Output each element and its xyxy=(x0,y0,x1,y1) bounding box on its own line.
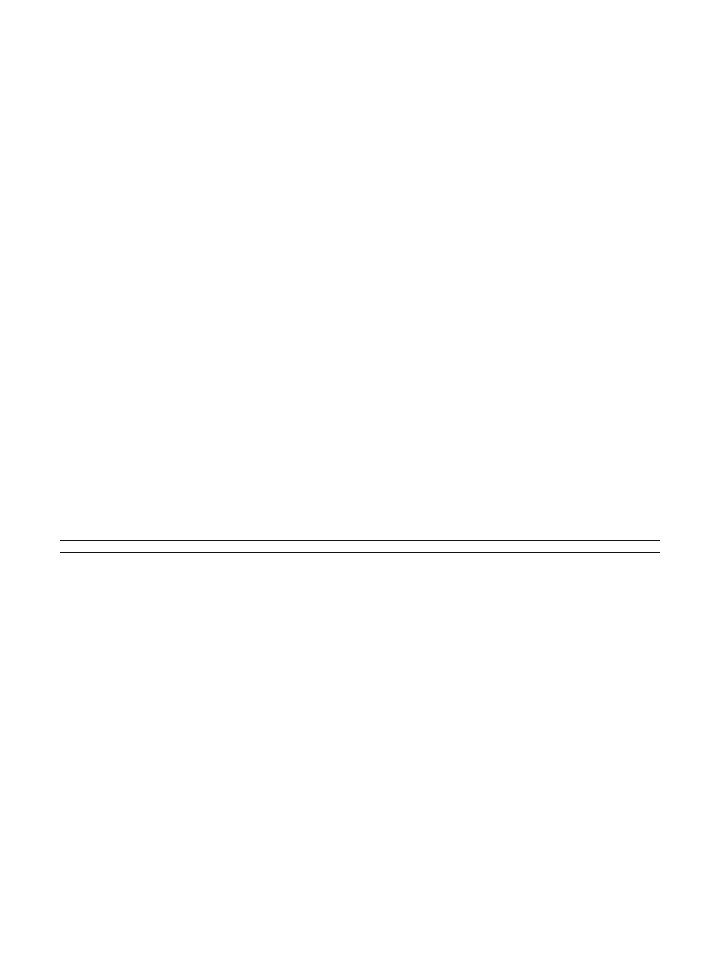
column-header xyxy=(610,541,660,553)
column-header xyxy=(500,541,610,553)
running-header xyxy=(60,46,660,62)
column-header xyxy=(60,541,288,553)
table-3 xyxy=(60,540,660,553)
column-header xyxy=(400,541,500,553)
column-header xyxy=(288,541,400,553)
table-header-row xyxy=(60,541,660,553)
